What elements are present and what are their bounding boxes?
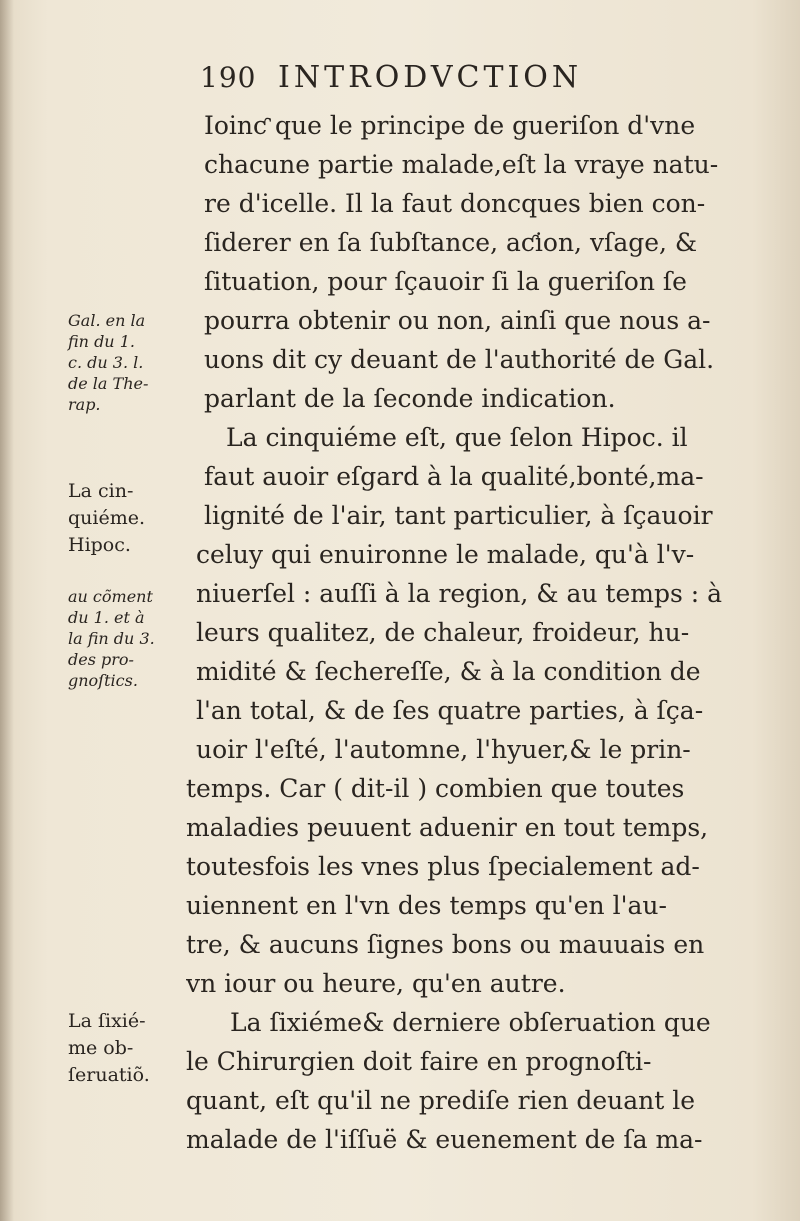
- page-number: 190: [200, 61, 257, 94]
- margin-note-line: c. du 3. l.: [68, 353, 144, 372]
- text-line: vn iour ou heure, qu'en autre.: [186, 969, 566, 998]
- margin-note-line: La cin-: [68, 480, 134, 502]
- margin-note-line: La ſixié-: [68, 1010, 146, 1032]
- text-line: ſiderer en ſa ſubſtance, aƈion, vſage, &: [204, 228, 698, 257]
- text-line: malade de l'iſſuë & euenement de ſa ma-: [186, 1125, 703, 1154]
- text-line: midité & ſechereſſe, & à la condition de: [196, 657, 701, 686]
- text-line: le Chirurgien doit faire en prognoſti-: [186, 1047, 652, 1076]
- margin-note-galen-reference: [68, 310, 208, 415]
- gutter-shadow: [0, 0, 14, 1221]
- running-header: [200, 58, 760, 98]
- text-line: uons dit cy deuant de l'authorité de Gal.: [204, 345, 715, 374]
- text-line: niuerſel : auſſi à la region, & au temps : à: [196, 579, 723, 608]
- running-title: INTRODVCTION: [278, 60, 583, 95]
- margin-note-sixth: [68, 1008, 208, 1089]
- text-line: uoir l'eſté, l'automne, l'hyuer,& le prin-: [196, 735, 691, 764]
- text-line: La ſixiéme& derniere obſeruation que: [230, 1008, 711, 1037]
- margin-note-line: rap.: [68, 395, 101, 414]
- text-line: leurs qualitez, de chaleur, froideur, hu-: [196, 618, 690, 647]
- margin-note-line: fin du 1.: [68, 332, 135, 351]
- text-line: parlant de la ſeconde indication.: [204, 384, 616, 413]
- text-line: uiennent en l'vn des temps qu'en l'au-: [186, 891, 667, 920]
- margin-note-line: quiéme.: [68, 507, 146, 529]
- margin-note-line: me ob-: [68, 1037, 134, 1059]
- text-line: temps. Car ( dit-il ) combien que toutes: [186, 774, 685, 803]
- text-line: chacune partie malade,eſt la vraye natu-: [204, 150, 719, 179]
- text-line: La cinquiéme eſt, que ſelon Hipoc. il: [226, 423, 688, 452]
- margin-note-line: ſeruatiõ.: [68, 1064, 150, 1086]
- body-text: [186, 106, 776, 1159]
- text-line: tre, & aucuns ſignes bons ou mauuais en: [186, 930, 705, 959]
- margin-note-line: gnoſtics.: [68, 671, 138, 690]
- margin-note-line: de la The-: [68, 374, 149, 393]
- margin-note-line: du 1. et à: [68, 608, 145, 627]
- text-line: pourra obtenir ou non, ainſi que nous a-: [204, 306, 711, 335]
- margin-note-line: Hipoc.: [68, 534, 131, 556]
- text-line: faut auoir eſgard à la qualité,bonté,ma-: [204, 462, 704, 491]
- text-line: ſituation, pour ſçauoir ſi la gueriſon ſe: [204, 267, 687, 296]
- text-line: toutesfois les vnes plus ſpecialement ad-: [186, 852, 700, 881]
- text-line: l'an total, & de ſes quatre parties, à ſça-: [196, 696, 704, 725]
- margin-note-line: des pro-: [68, 650, 134, 669]
- margin-note-line: la fin du 3.: [68, 629, 155, 648]
- margin-note-fifth: [68, 478, 208, 559]
- margin-note-line: au cõment: [68, 587, 153, 606]
- text-line: lignité de l'air, tant particulier, à ſçauoir: [204, 501, 713, 530]
- text-line: quant, eſt qu'il ne prediſe rien deuant le: [186, 1086, 696, 1115]
- text-line: celuy qui enuironne le malade, qu'à l'v-: [196, 540, 695, 569]
- text-line: maladies peuuent aduenir en tout temps,: [186, 813, 709, 842]
- text-line: Ioinƈ que le principe de gueriſon d'vne: [204, 111, 696, 140]
- margin-note-line: Gal. en la: [68, 311, 146, 330]
- margin-note-prognostics: [68, 586, 208, 691]
- text-line: re d'icelle. Il la faut doncques bien con-: [204, 189, 706, 218]
